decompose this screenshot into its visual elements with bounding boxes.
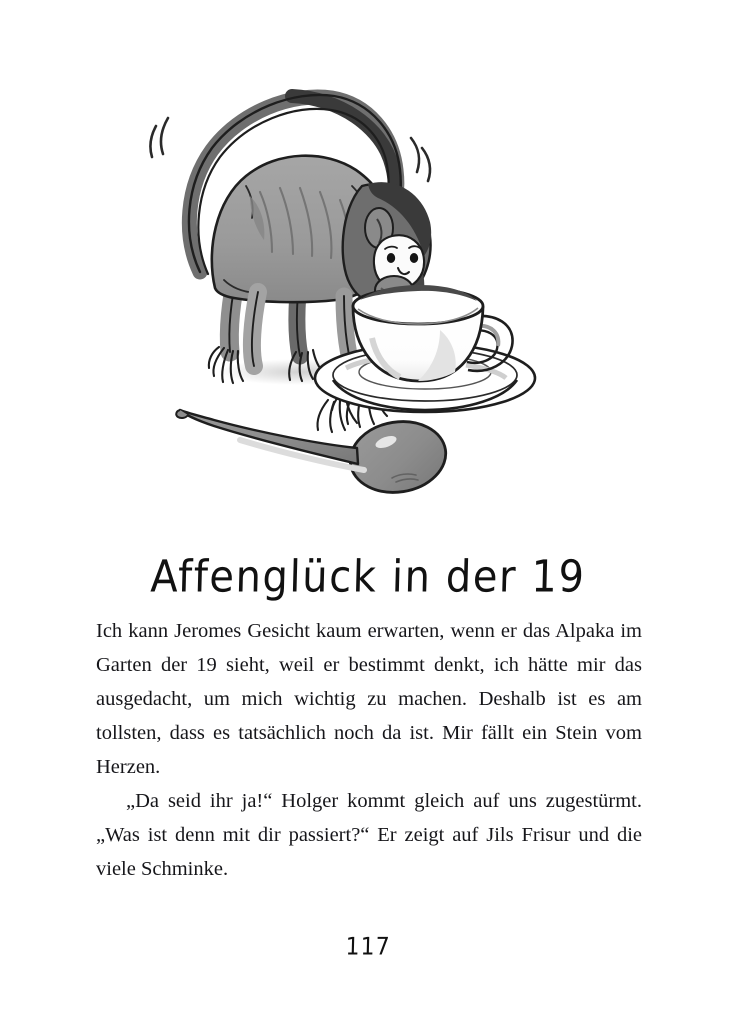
motion-lines bbox=[150, 118, 168, 157]
page-number: 117 bbox=[345, 933, 391, 962]
paragraph-1: Ich kann Jeromes Gesicht kaum erwarten, wenn er das Alpaka im Garten der 19 sieht, weil er bestimmt denkt, ich hätte mir das ausgedacht, um mich wichtig zu machen. Deshalb ist es am tollsten, dass es tatsächlich noch da ist. Mir fällt ein Stein vom Herzen. bbox=[96, 620, 642, 778]
motion-lines-right bbox=[411, 138, 430, 181]
chapter-title: Affenglück in der 19 bbox=[149, 551, 587, 603]
body-text bbox=[96, 614, 642, 886]
paragraph-2: „Da seid ihr ja!“ Holger kommt gleich auf uns zugestürmt. „Was ist denn mit dir passiert?“ Er zeigt auf Jils Frisur und die viele Schminke. bbox=[96, 790, 642, 880]
spoon bbox=[176, 410, 451, 499]
